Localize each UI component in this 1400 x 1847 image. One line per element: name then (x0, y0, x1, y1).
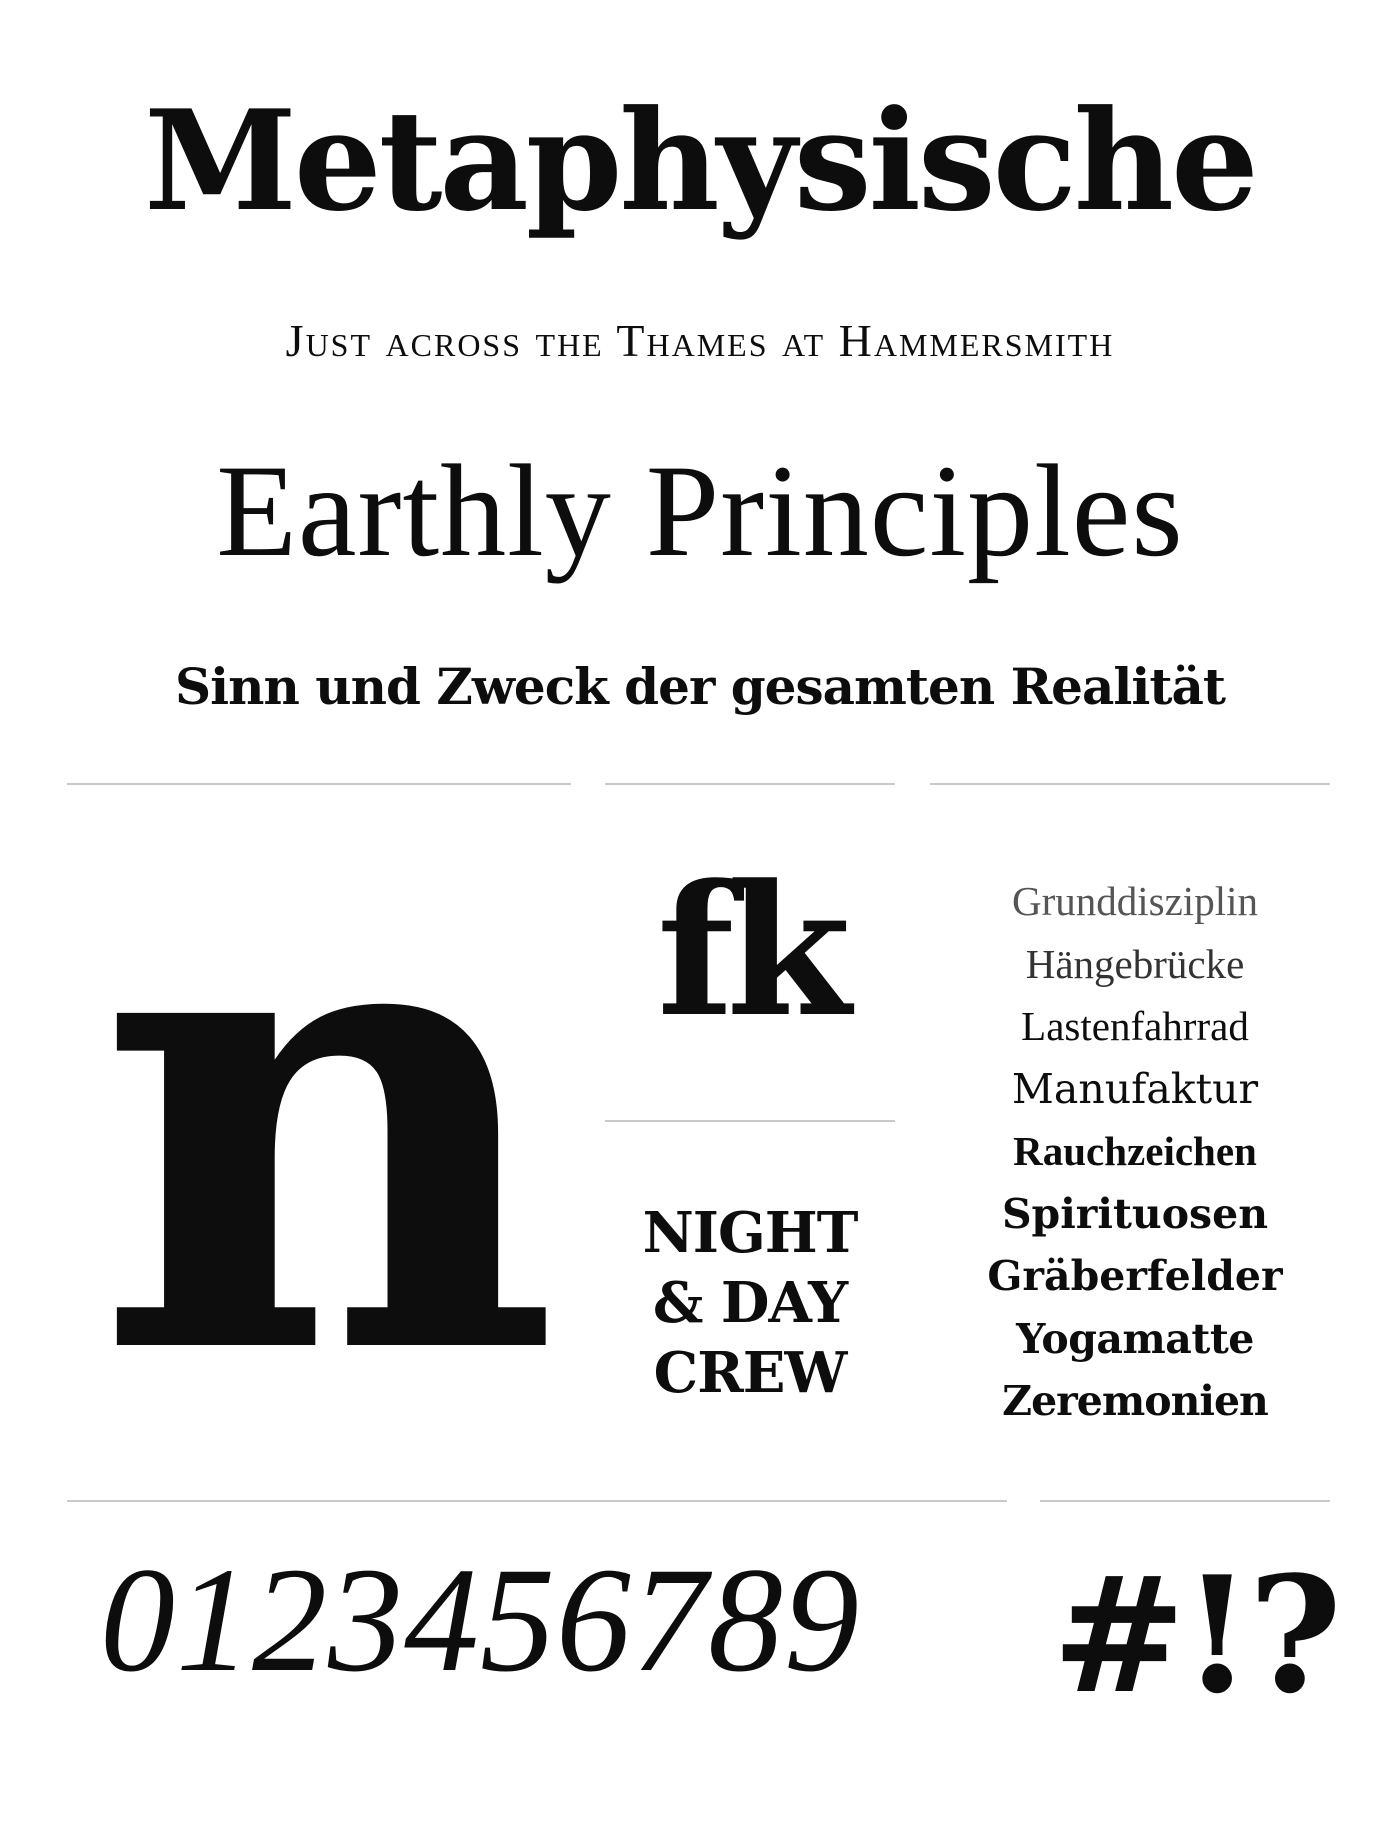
weight-word-medium: Rauchzeichen (1013, 1128, 1257, 1174)
large-glyph-n: n (95, 744, 551, 1496)
crew-line: CREW (653, 1340, 847, 1406)
smallcaps-line: Just across the Thames at Hammersmith (285, 315, 1115, 366)
weight-word-thin: Hängebrücke (1025, 940, 1245, 987)
weight-word-black: Zeremonien (1002, 1377, 1268, 1425)
bold-subtitle: Sinn und Zweck der gesamten Realität (175, 657, 1225, 716)
light-weight-title: Earthly Principles (216, 437, 1184, 584)
weight-word-hairline: Grunddisziplin (1012, 878, 1258, 924)
weight-waterfall (930, 870, 1340, 1433)
crew-text-block (605, 1198, 895, 1408)
divider-bottom-right (1040, 1500, 1330, 1502)
divider-bottom-left (67, 1500, 1007, 1502)
crew-line: & DAY (652, 1270, 848, 1336)
weight-word-light: Lastenfahrrad (1021, 1003, 1249, 1049)
ligature-sample: fk (656, 846, 844, 1057)
symbols-sample: #!? (1051, 1541, 1339, 1729)
numerals-sample: 0123456789 (100, 1537, 860, 1703)
divider-top-right (930, 783, 1330, 785)
crew-line: NIGHT (642, 1200, 858, 1266)
divider-middle-column (605, 1120, 895, 1122)
weight-word-semibold: Spirituosen (1001, 1189, 1269, 1238)
weight-word-extrabold: Yogamatte (1016, 1314, 1254, 1363)
divider-top-middle (605, 783, 895, 785)
weight-word-bold: Gräberfelder (987, 1252, 1283, 1300)
weight-word-regular: Manufaktur (1011, 1064, 1259, 1113)
specimen-title: Metaphysische (144, 79, 1256, 242)
